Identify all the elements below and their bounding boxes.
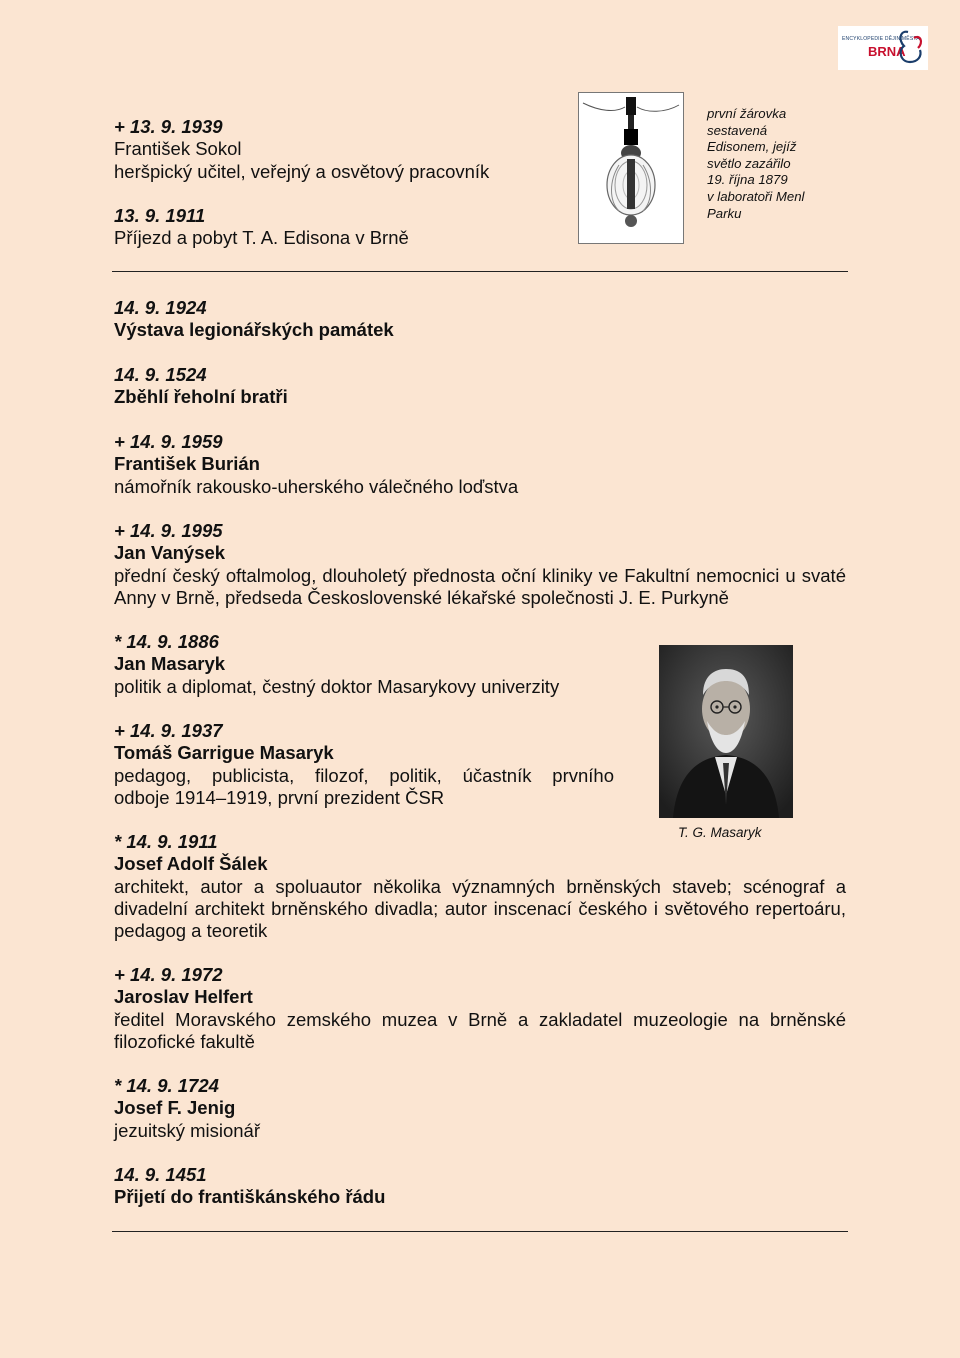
masaryk-portrait-illustration (659, 645, 793, 818)
entry-desc-line1: pedagog, publicista, filozof, politik, účastník prvního (114, 764, 614, 786)
entry-frantisek-burian (114, 431, 518, 498)
entry-desc: jezuitský misionář (114, 1119, 260, 1141)
entry-date: 14. 9. 1524 (114, 364, 207, 385)
entry-jan-vanysek (114, 520, 846, 609)
caption-line: 19. října 1879 (707, 172, 788, 188)
entry-date: + 14. 9. 1995 (114, 520, 223, 541)
caption-line: první žárovka (707, 106, 787, 121)
entry-name-text: František Sokol (114, 138, 242, 160)
entry-date: + 14. 9. 1937 (114, 720, 223, 741)
entry-franciscan-order (114, 1164, 385, 1209)
entry-name: Příjezd a pobyt T. A. Edisona v Brně (114, 227, 409, 249)
entry-name: Jan Vanýsek (114, 542, 226, 564)
entry-name: Tomáš Garrigue Masaryk (114, 742, 334, 764)
entry-name: František Burián (114, 453, 260, 475)
encyclopedia-logo (838, 26, 928, 70)
entry-jaroslav-helfert (114, 964, 846, 1053)
entry-name: Jan Masaryk (114, 653, 226, 675)
section-divider (112, 271, 848, 272)
light-bulb-illustration (579, 93, 683, 243)
entry-name: Josef F. Jenig (114, 1097, 236, 1119)
masaryk-caption: T. G. Masaryk (678, 825, 762, 840)
entry-date: 13. 9. 1911 (114, 205, 206, 226)
entry-date: 14. 9. 1924 (114, 297, 207, 318)
entry-desc: architekt, autor a spoluautor několika významných brněnských staveb; scénograf a divadelní architekt brněnského divadla; autor inscenací českého i světového repertoáru, pedagog a teoretik (114, 875, 846, 942)
entry-tgm (114, 720, 614, 809)
bottom-divider (112, 1231, 848, 1232)
entry-name: Jaroslav Helfert (114, 986, 253, 1008)
entry-legion-exhibition (114, 297, 394, 342)
entry-religious-brothers (114, 364, 288, 409)
entry-frantisek-sokol (114, 116, 489, 183)
entry-edison-visit (114, 205, 409, 250)
entry-desc: přední český oftalmolog, dlouholetý přednosta oční kliniky ve Fakultní nemocnici u svaté Anny v Brně, předseda Československé lékařské společnosti J. E. Purkyně (114, 564, 846, 608)
caption-line: světlo zazářilo (707, 155, 791, 171)
light-bulb-caption (707, 106, 817, 222)
entry-name: Zběhlí řeholní bratři (114, 386, 288, 408)
entry-name: Výstava legionářských památek (114, 319, 394, 341)
entry-desc: ředitel Moravského zemského muzea v Brně a zakladatel muzeologie na brněnské filozofické fakultě (114, 1008, 846, 1052)
entry-date: * 14. 9. 1911 (114, 831, 218, 852)
entry-date: + 14. 9. 1972 (114, 964, 223, 985)
entry-name: Josef Adolf Šálek (114, 853, 268, 875)
entry-desc: politik a diplomat, čestný doktor Masarykovy univerzity (114, 675, 560, 697)
entry-josef-jenig (114, 1075, 260, 1142)
caption-line: v laboratoři Menl (707, 188, 805, 204)
entry-name (114, 138, 489, 160)
logo-small-text: ENCYKLOPEDIE DĚJIN MĚSTA (842, 36, 920, 42)
entry-desc-line2: odboje 1914–1919, první prezident ČSR (114, 786, 445, 808)
entry-date: 14. 9. 1451 (114, 1164, 207, 1185)
logo-big-text: BRNA (868, 44, 906, 59)
caption-line: Edisonem, jejíž (707, 139, 797, 155)
entry-desc: námořník rakousko-uherského válečného loďstva (114, 475, 519, 497)
logo-heart-icon (896, 28, 926, 68)
caption-line: Parku (707, 205, 742, 221)
entry-date: + 14. 9. 1959 (114, 431, 223, 452)
entry-josef-salek (114, 831, 846, 942)
entry-desc: heršpický učitel, veřejný a osvětový pracovník (114, 160, 490, 182)
masaryk-portrait (659, 645, 793, 818)
entry-jan-masaryk (114, 631, 559, 698)
entry-name: Přijetí do františkánského řádu (114, 1186, 386, 1208)
caption-line: sestavená (707, 122, 768, 138)
light-bulb-photo (578, 92, 684, 244)
entry-date: * 14. 9. 1886 (114, 631, 219, 652)
entry-date: * 14. 9. 1724 (114, 1075, 219, 1096)
entry-date: + 13. 9. 1939 (114, 116, 223, 137)
